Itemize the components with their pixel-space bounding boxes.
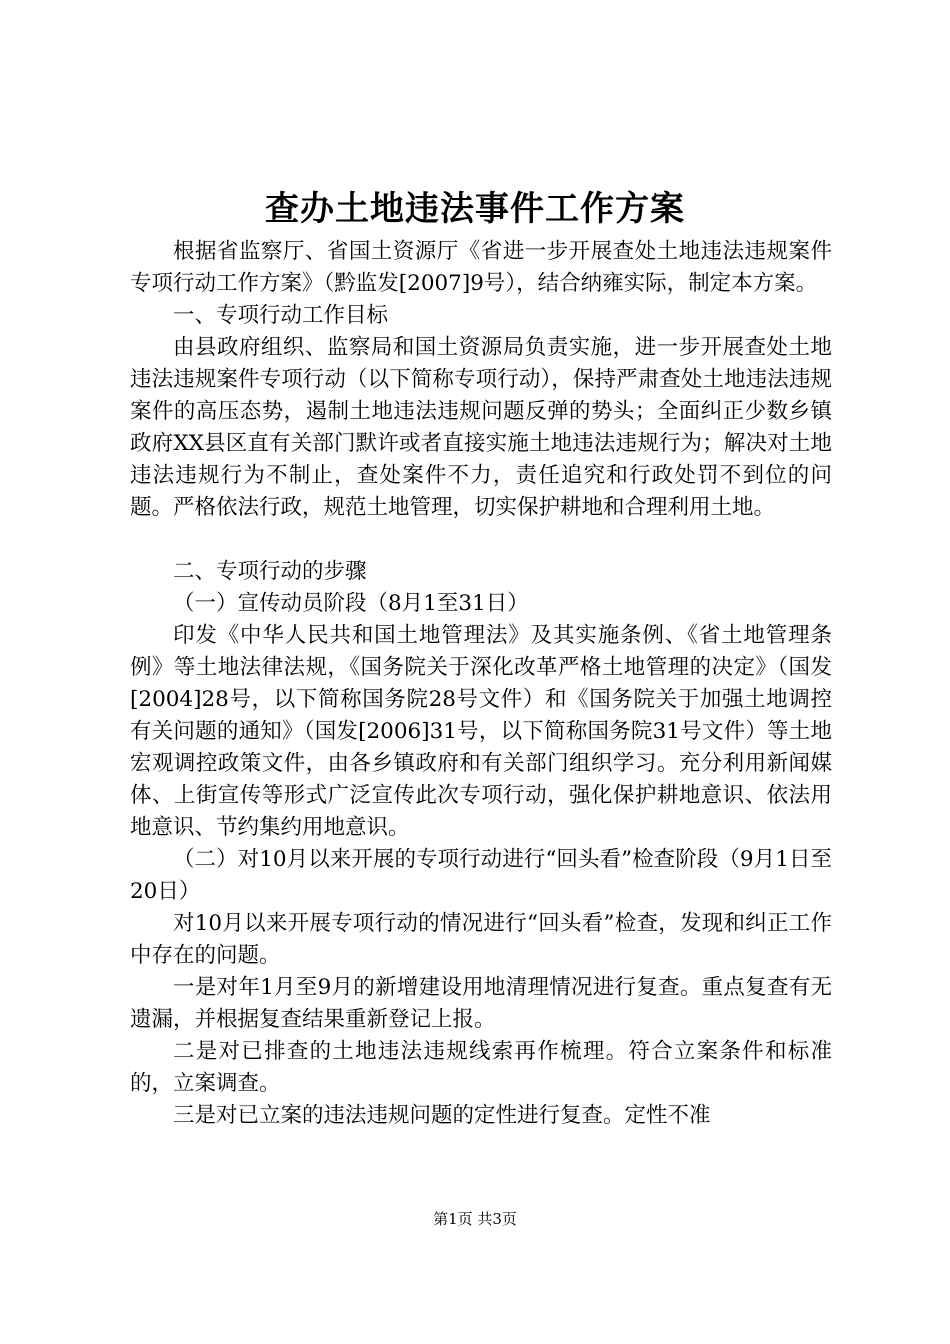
section-heading-goals: 一、专项行动工作目标 (173, 303, 389, 328)
subsection-heading-review: （二）对10月以来开展的专项行动进行“回头看”检查阶段（9月1日至20日） (130, 847, 832, 904)
page-number-footer: 第1页 共3页 (433, 1210, 517, 1228)
document-title: 查办土地违法事件工作方案 (265, 189, 685, 229)
paragraph-item-two: 二是对已排查的土地违法违规线索再作梳理。符合立案条件和标准的，立案调查。 (130, 1039, 832, 1096)
paragraph-publicity: 印发《中华人民共和国土地管理法》及其实施条例、《省土地管理条例》等土地法律法规，《国务院关于深化改革严格土地管理的决定》（国发[2004]28号，以下简称国务院28号文件）和《国务院关于加强土地调控有关问题的通知》（国发[2006]31号，以下简称国务院31号文件）等土地宏观调控政策文件，由各乡镇政府和有关部门组织学习。充分利用新闻媒体、上街宣传等形式广泛宣传此次专项行动，强化保护耕地意识、依法用地意识、节约集约用地意识。 (130, 623, 832, 840)
paragraph-item-three: 三是对已立案的违法违规问题的定性进行复查。定性不准 (173, 1103, 711, 1128)
document-body (130, 236, 832, 1132)
section-heading-steps: 二、专项行动的步骤 (173, 559, 367, 584)
paragraph-goals: 由县政府组织、监察局和国土资源局负责实施，进一步开展查处土地违法违规案件专项行动（以下简称专项行动），保持严肃查处土地违法违规案件的高压态势，遏制土地违法违规问题反弹的势头；全面纠正少数乡镇政府XX县区直有关部门默许或者直接实施土地违法违规行为；解决对土地违法违规行为不制止，查处案件不力，责任追究和行政处罚不到位的问题。严格依法行政，规范土地管理，切实保护耕地和合理利用土地。 (130, 335, 832, 520)
paragraph-item-one: 一是对年1月至9月的新增建设用地清理情况进行复查。重点复查有无遗漏，并根据复查结果重新登记上报。 (130, 975, 832, 1032)
subsection-heading-publicity: （一）宣传动员阶段（8月1至31日） (173, 591, 529, 616)
paragraph-review: 对10月以来开展专项行动的情况进行“回头看”检查，发现和纠正工作中存在的问题。 (130, 911, 832, 968)
paragraph-intro: 根据省监察厅、省国土资源厅《省进一步开展查处土地违法违规案件专项行动工作方案》（黔监发[2007]9号），结合纳雍实际，制定本方案。 (130, 239, 832, 296)
